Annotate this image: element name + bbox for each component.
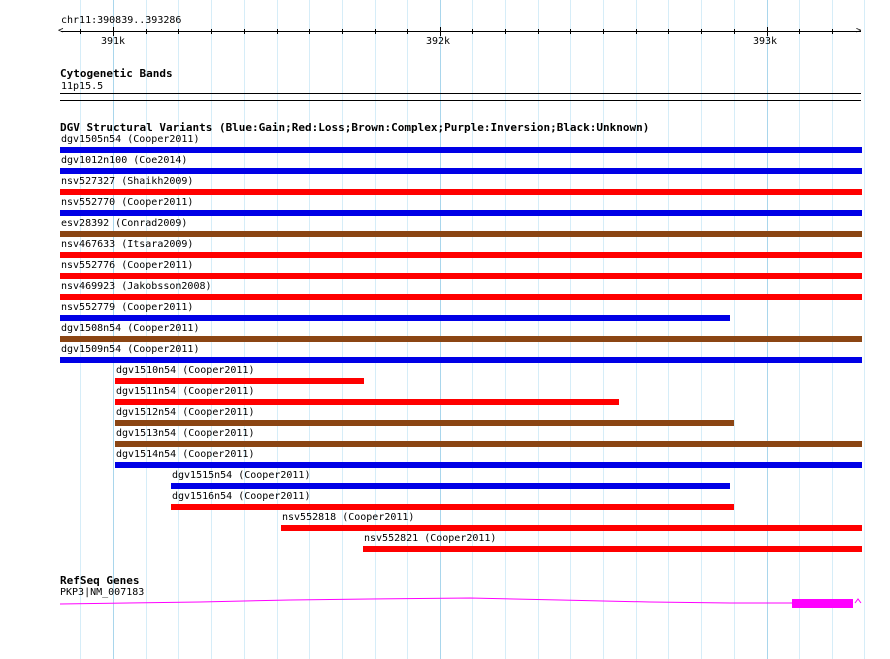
variant-label: dgv1514n54 (Cooper2011) [116,449,255,460]
variant-label: dgv1510n54 (Cooper2011) [116,365,255,376]
ruler-tick-label-392k: 392k [426,36,451,47]
variant-label: dgv1012n100 (Coe2014) [61,155,188,166]
variant-label: dgv1512n54 (Cooper2011) [116,407,255,418]
variant-label: dgv1515n54 (Cooper2011) [172,470,311,481]
location-label: chr11:390839..393286 [61,15,182,26]
variant-label: nsv552776 (Cooper2011) [61,260,194,271]
refseq-track-title: RefSeq Genes [60,574,140,587]
variant-label: dgv1516n54 (Cooper2011) [172,491,311,502]
variant-label: nsv469923 (Jakobsson2008) [61,281,212,292]
gene-label: PKP3|NM_007183 [60,587,145,598]
gene-intron-line [60,598,792,604]
cytoband-track-title: Cytogenetic Bands [60,67,173,80]
variant-label: nsv552821 (Cooper2011) [364,533,497,544]
variant-label: nsv467633 (Itsara2009) [61,239,194,250]
variant-label: dgv1505n54 (Cooper2011) [61,134,200,145]
ruler-right-arrow-icon[interactable]: > [856,26,862,36]
dgv-track-title: DGV Structural Variants (Blue:Gain;Red:Loss;Brown:Complex;Purple:Inversion;Black:Unknown) [60,121,650,134]
variant-label: nsv527327 (Shaikh2009) [61,176,194,187]
cytoband-label: 11p15.5 [61,81,104,92]
variant-label: dgv1509n54 (Cooper2011) [61,344,200,355]
gene-exon [792,599,853,608]
variant-label: dgv1511n54 (Cooper2011) [116,386,255,397]
ruler-tick-label-391k: 391k [101,36,126,47]
ruler-tick-label-393k: 393k [753,36,778,47]
variant-label: dgv1508n54 (Cooper2011) [61,323,200,334]
ruler-left-arrow-icon[interactable]: < [58,26,64,36]
variant-label: nsv552818 (Cooper2011) [282,512,415,523]
variant-label: dgv1513n54 (Cooper2011) [116,428,255,439]
variant-label: nsv552770 (Cooper2011) [61,197,194,208]
gene-strand-arrow-icon [855,599,861,603]
variant-label: nsv552779 (Cooper2011) [61,302,194,313]
variant-label: esv28392 (Conrad2009) [61,218,188,229]
